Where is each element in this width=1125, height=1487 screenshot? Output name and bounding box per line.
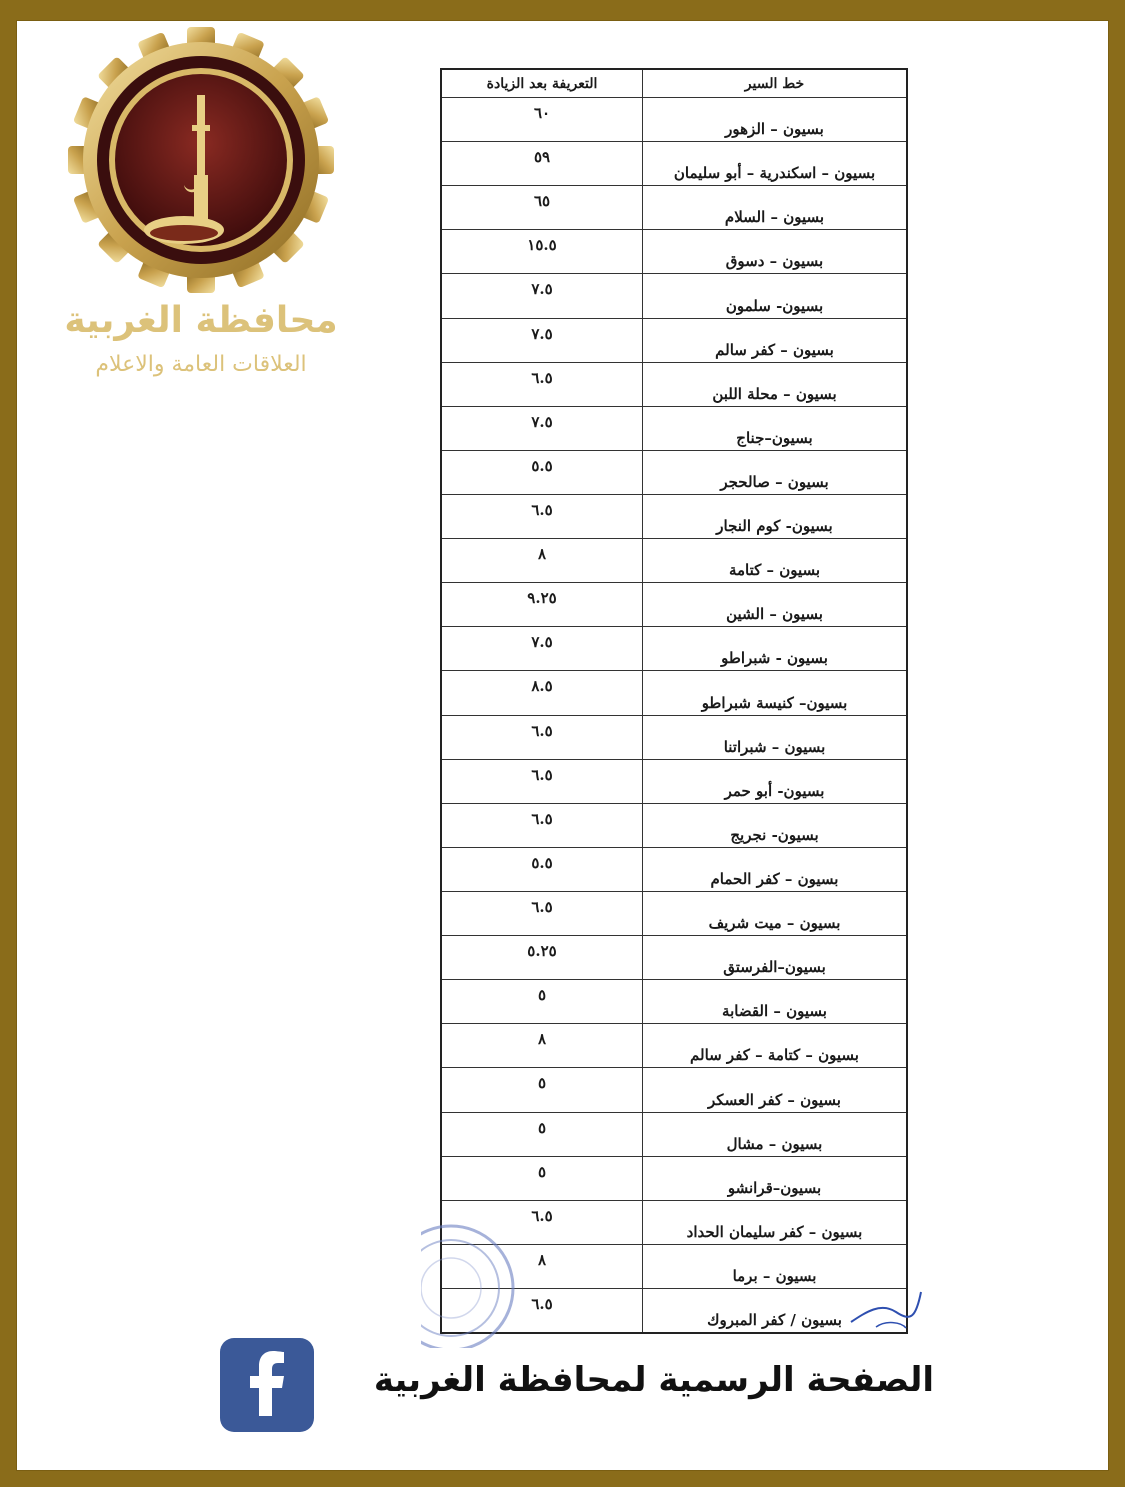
table-row bbox=[442, 319, 906, 363]
fare-cell: ٦.٥ bbox=[531, 809, 553, 828]
table-row bbox=[442, 495, 906, 539]
fare-cell: ٦.٥ bbox=[531, 1294, 553, 1313]
table-row bbox=[442, 716, 906, 760]
fare-cell: ٨ bbox=[537, 1250, 547, 1269]
brand-subtitle: العلاقات العامة والاعلام bbox=[95, 352, 307, 377]
fare-cell: ٧.٥ bbox=[531, 412, 553, 431]
route-cell: بسيون–قرانشو bbox=[642, 1157, 906, 1200]
fare-cell: ٦.٥ bbox=[531, 368, 553, 387]
route-cell: بسيون – محلة اللبن bbox=[642, 363, 906, 406]
fare-cell: ٦٠ bbox=[533, 104, 551, 122]
fare-table bbox=[440, 68, 908, 1334]
route-cell: بسيون – كفر سليمان الحداد bbox=[642, 1201, 906, 1244]
fare-cell: ٥.٥ bbox=[531, 853, 553, 872]
table-row bbox=[442, 848, 906, 892]
fare-cell: ٩.٢٥ bbox=[527, 589, 557, 608]
fare-cell: ٧.٥ bbox=[531, 324, 553, 343]
route-cell: بسيون – شبراتنا bbox=[642, 716, 906, 759]
table-row bbox=[442, 1068, 906, 1112]
facebook-icon[interactable] bbox=[220, 1338, 314, 1432]
table-row bbox=[442, 627, 906, 671]
route-cell: بسيون – كتامة bbox=[642, 539, 906, 582]
table-row bbox=[442, 804, 906, 848]
fare-cell: ١٥.٥ bbox=[527, 236, 557, 255]
route-cell: بسيون – كتامة – كفر سالم bbox=[642, 1024, 906, 1067]
route-cell: بسيون – ميت شريف bbox=[642, 892, 906, 935]
route-cell: بسيون – صالحجر bbox=[642, 451, 906, 494]
governorate-logo bbox=[66, 25, 336, 295]
route-cell: بسيون–الفرستق bbox=[642, 936, 906, 979]
table-row bbox=[442, 363, 906, 407]
document-page bbox=[16, 20, 1109, 1471]
table-row bbox=[442, 760, 906, 804]
table-header-row bbox=[442, 70, 906, 98]
table-row bbox=[442, 980, 906, 1024]
route-cell: بسيون – كفر العسكر bbox=[642, 1068, 906, 1111]
route-cell: بسيون- نجريج bbox=[642, 804, 906, 847]
signature bbox=[846, 1282, 926, 1332]
fare-column-header: التعريفة بعد الزيادة bbox=[486, 75, 598, 92]
route-cell: بسيون–جناج bbox=[642, 407, 906, 450]
fare-cell: ٦.٥ bbox=[531, 500, 553, 519]
route-column-header: خط السير bbox=[642, 70, 906, 97]
route-cell: بسيون – الشين bbox=[642, 583, 906, 626]
fare-cell: ٦.٥ bbox=[531, 1206, 553, 1225]
route-cell: بسيون - شبراطو bbox=[642, 627, 906, 670]
fare-cell: ٥.٢٥ bbox=[527, 942, 557, 961]
table-row bbox=[442, 186, 906, 230]
route-cell: بسيون – كفر سالم bbox=[642, 319, 906, 362]
table-row bbox=[442, 671, 906, 715]
fare-cell: ٦.٥ bbox=[531, 721, 553, 740]
table-row bbox=[442, 407, 906, 451]
table-row bbox=[442, 539, 906, 583]
route-cell: بسيون – مشال bbox=[642, 1113, 906, 1156]
table-row bbox=[442, 1113, 906, 1157]
table-row bbox=[442, 98, 906, 142]
fare-cell: ٦٥ bbox=[533, 192, 551, 211]
route-cell: بسيون – كفر الحمام bbox=[642, 848, 906, 891]
official-stamp bbox=[421, 1218, 521, 1348]
route-cell: بسيون– كنيسة شبراطو bbox=[642, 671, 906, 714]
fare-cell: ٥ bbox=[537, 1074, 547, 1093]
route-cell: بسيون – القضابة bbox=[642, 980, 906, 1023]
table-row bbox=[442, 274, 906, 318]
fare-cell: ٥ bbox=[537, 1118, 547, 1137]
table-row bbox=[442, 1024, 906, 1068]
fare-cell: ٥٩ bbox=[533, 148, 551, 167]
fare-cell: ٨ bbox=[537, 1030, 547, 1049]
fare-cell: ٥ bbox=[537, 986, 547, 1005]
fare-cell: ٨ bbox=[537, 545, 547, 564]
table-row bbox=[442, 936, 906, 980]
table-row bbox=[442, 583, 906, 627]
route-cell: بسيون – اسكندرية – أبو سليمان bbox=[642, 142, 906, 185]
fare-cell: ٦.٥ bbox=[531, 897, 553, 916]
table-row bbox=[442, 142, 906, 186]
fare-cell: ٧.٥ bbox=[531, 280, 553, 299]
table-row bbox=[442, 1157, 906, 1201]
route-cell: بسيون – دسوق bbox=[642, 230, 906, 273]
fare-cell: ٧.٥ bbox=[531, 633, 553, 652]
route-cell: بسيون – الزهور bbox=[642, 98, 906, 141]
table-row bbox=[442, 230, 906, 274]
fare-cell: ٦.٥ bbox=[531, 765, 553, 784]
table-row bbox=[442, 451, 906, 495]
route-cell: بسيون- أبو حمر bbox=[642, 760, 906, 803]
fare-cell: ٨.٥ bbox=[531, 677, 553, 696]
fare-cell: ٥.٥ bbox=[531, 456, 553, 475]
route-cell: بسيون – برما bbox=[642, 1245, 906, 1288]
table-row bbox=[442, 892, 906, 936]
fare-cell: ٥ bbox=[537, 1162, 547, 1181]
brand-title: محافظة الغربية bbox=[64, 300, 338, 341]
route-cell: بسيون / كفر المبروك bbox=[642, 1289, 906, 1332]
route-cell: بسيون – السلام bbox=[642, 186, 906, 229]
route-cell: بسيون- سلمون bbox=[642, 274, 906, 317]
facebook-page-label[interactable]: الصفحة الرسمية لمحافظة الغربية bbox=[373, 1360, 934, 1400]
route-cell: بسيون- كوم النجار bbox=[642, 495, 906, 538]
